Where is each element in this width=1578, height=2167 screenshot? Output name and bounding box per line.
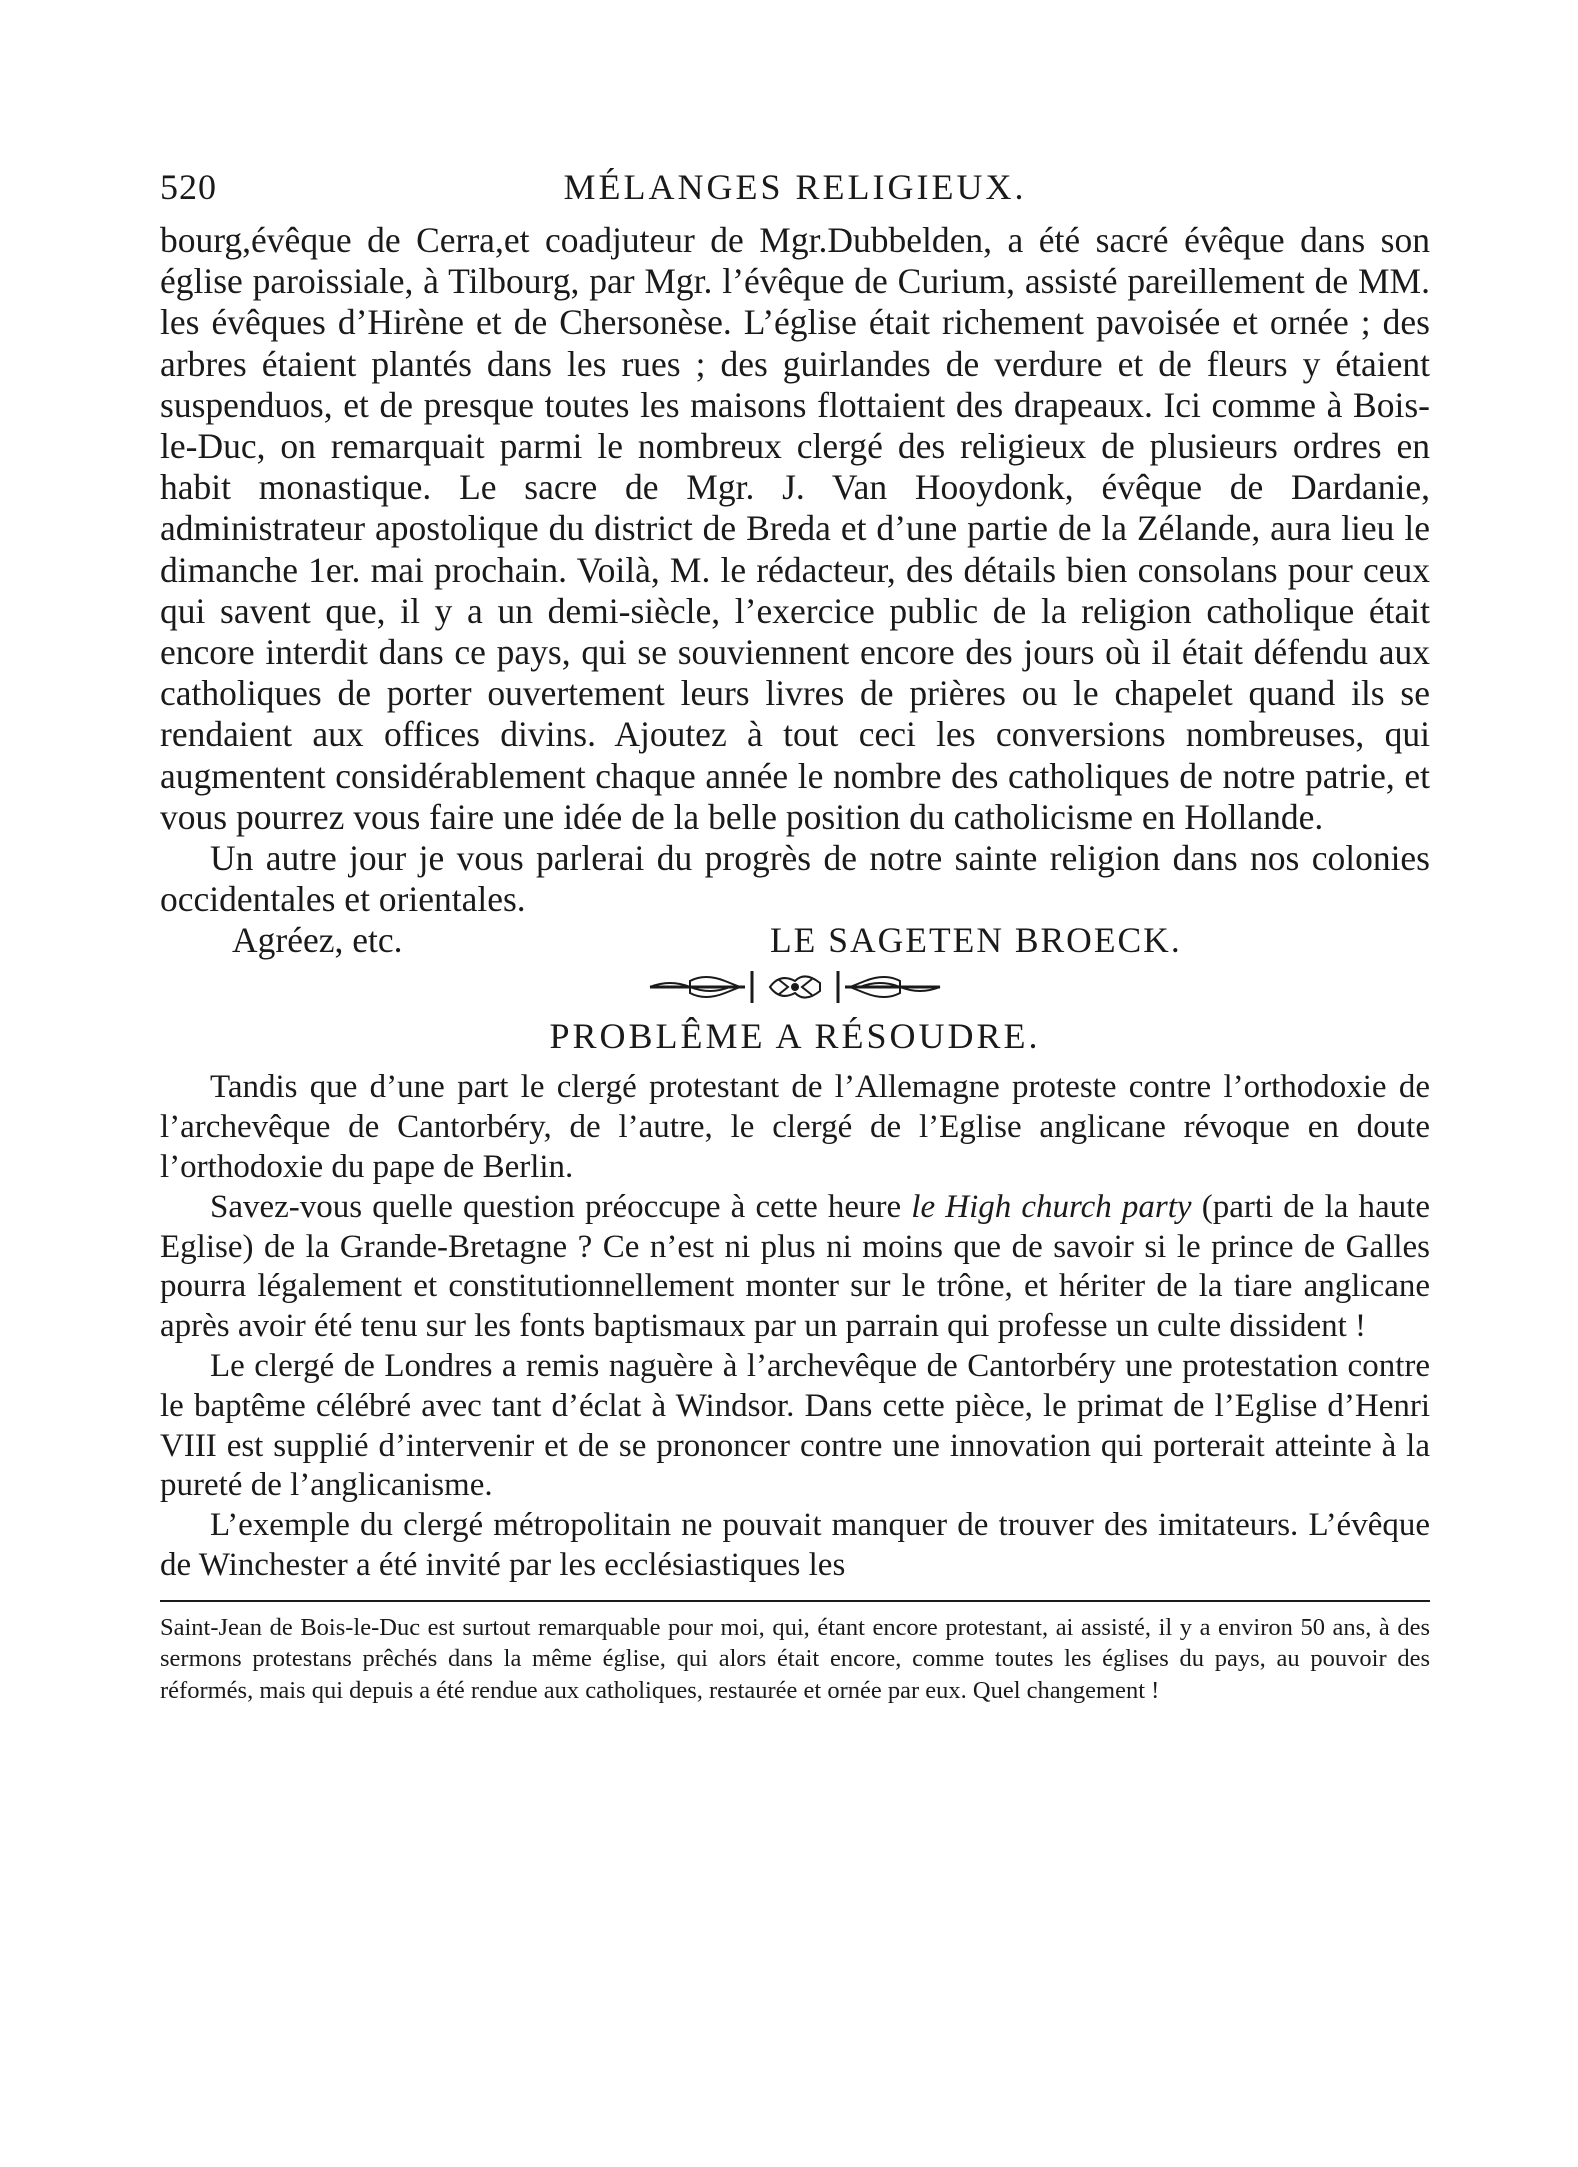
footnote-rule <box>160 1600 1430 1602</box>
letter-closing: Agréez, etc. <box>232 920 403 961</box>
section-paragraph-2-italic: le High church party <box>911 1188 1192 1225</box>
section-paragraph-2-start: Savez-vous quelle question préoccupe à cette heure <box>210 1188 912 1225</box>
footnote-text: Saint-Jean de Bois-le-Duc est surtout remarquable pour moi, qui, étant encore protestant, ai assisté, il y a environ 50 ans, à des sermons protestans prêchés dans la même église, qui alors était encore, comme toutes les églises du pays, au pouvoir des réformés, mais qui depuis a été rendue aux catholiques, restaurée et ornée par eux. Quel changement ! <box>160 1613 1430 1704</box>
ornament-divider-icon <box>630 967 960 1007</box>
letter-signature-line <box>160 920 1430 962</box>
section-title: PROBLÊME A RÉSOUDRE. <box>549 1016 1041 1057</box>
letter-signature: LE SAGETEN BROECK. <box>770 920 1182 961</box>
letter-paragraph-1: bourg,évêque de Cerra,et coadjuteur de Mgr.Dubbelden, a été sacré évêque dans son église paroissiale, à Tilbourg, par Mgr. l’évêque de Curium, assisté pareillement de MM. les évêques d’Hirène et de Chersonèse. L’église était richement pavoisée et ornée ; des arbres étaient plantés dans les rues ; des guirlandes de verdure et de fleurs y étaient suspenduos, et de presque toutes les maisons flottaient des drapeaux. Ici comme à Bois-le-Duc, on remarquait parmi le nombreux clergé des religieux de plusieurs ordres en habit monastique. Le sacre de Mgr. J. Van Hooydonk, évêque de Dardanie, administrateur apostolique du district de Breda et d’une partie de la Zélande, aura lieu le dimanche 1er. mai prochain. Voilà, M. le rédacteur, des détails bien consolans pour ceux qui savent que, il y a un demi-siècle, l’exercice public de la religion catholique était encore interdit dans ce pays, qui se souviennent encore des jours où il était défendu aux catholiques de porter ouvertement leurs livres de prières ou le chapelet quand ils se rendaient aux offices divins. Ajoutez à tout ceci les conversions nombreuses, qui augmentent considérablement chaque année le nombre des catholiques de notre patrie, et vous pourrez vous faire une idée de la belle position du catholicisme en Hollande. <box>160 220 1430 837</box>
section-paragraph-2-end: (parti de la haute Eglise) de la Grande-Bretagne ? Ce n’est ni plus ni moins que de savoir si le prince de Galles pourra légalement et constitutionnellement monter sur le trône, et hériter de la tiare anglicane après avoir été tenu sur les fonts baptismaux par un parrain qui professe un culte dissident ! <box>160 1188 1430 1345</box>
ornament-divider <box>160 962 1430 1012</box>
page-number: 520 <box>160 167 217 207</box>
letter-paragraph-2: Un autre jour je vous parlerai du progrès de notre sainte religion dans nos colonies occidentales et orientales. <box>160 838 1430 920</box>
section-paragraph-2 <box>160 1188 1430 1347</box>
section-body <box>160 1068 1430 1585</box>
footnote <box>160 1612 1430 1707</box>
section-paragraph-1: Tandis que d’une part le clergé protestant de l’Allemagne proteste contre l’orthodoxie de l’archevêque de Cantorbéry, de l’autre, le clergé de l’Eglise anglicane révoque en doute l’orthodoxie du pape de Berlin. <box>160 1069 1430 1186</box>
section-paragraph-3: Le clergé de Londres a remis naguère à l’archevêque de Cantorbéry une protestation contre le baptême célébré avec tant d’éclat à Windsor. Dans cette pièce, le primat de l’Eglise d’Henri VIII est supplié d’intervenir et de se prononcer contre une innovation qui porterait atteinte à la pureté de l’anglicanisme. <box>160 1348 1430 1504</box>
section-paragraph-4: L’exemple du clergé métropolitain ne pouvait manquer de trouver des imitateurs. L’évêque de Winchester a été invité par les ecclésiastiques les <box>160 1507 1430 1584</box>
letter-body <box>160 220 1430 920</box>
running-head <box>160 160 1430 220</box>
page <box>160 160 1430 1706</box>
running-title: MÉLANGES RELIGIEUX. <box>563 167 1027 207</box>
